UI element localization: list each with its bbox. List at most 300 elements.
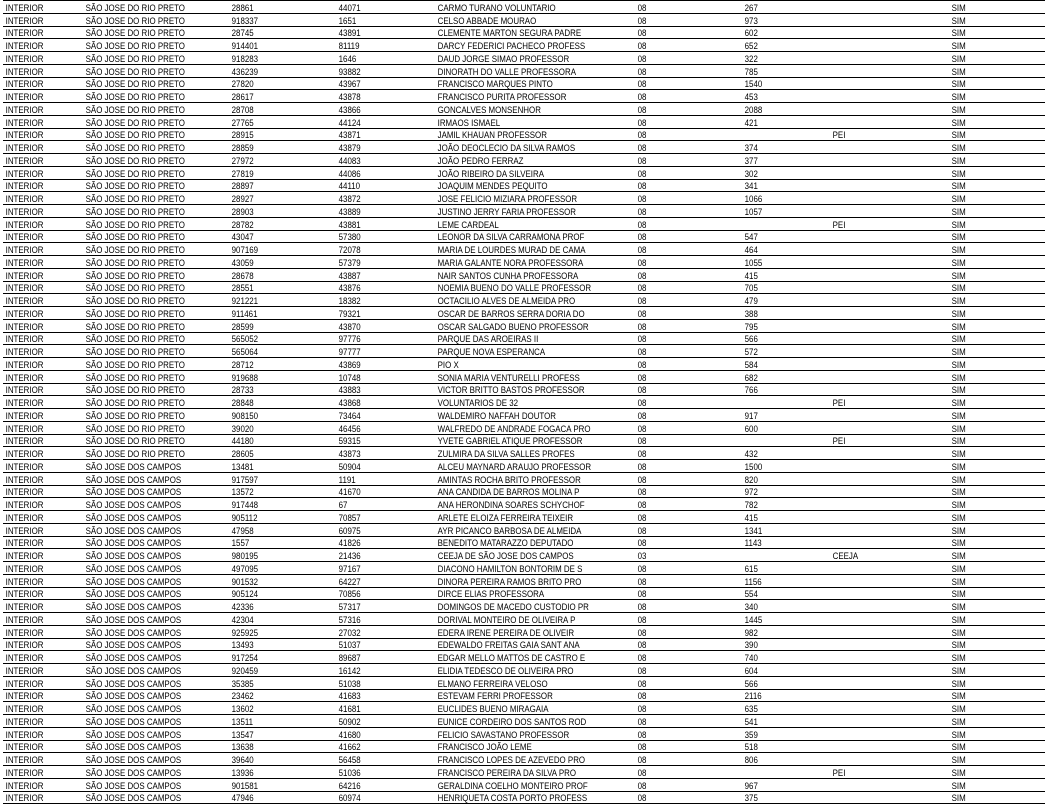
region-cell: INTERIOR [3, 587, 73, 600]
school-name-cell: WALFREDO DE ANDRADE FOGACA PRO [435, 421, 611, 434]
city-cell: SÃO JOSE DO RIO PRETO [83, 39, 211, 52]
school-name-cell: MARIA DE LOURDES MURAD DE CAMA [435, 243, 611, 256]
cie-cell: 43873 [336, 447, 423, 460]
region-cell: INTERIOR [3, 727, 73, 740]
program-cell [830, 332, 935, 345]
cie-cell: 46456 [336, 421, 423, 434]
type-code-cell: 08 [635, 370, 729, 383]
region-cell: INTERIOR [3, 791, 73, 804]
region-cell: INTERIOR [3, 230, 73, 243]
program-cell [830, 727, 935, 740]
region-cell: INTERIOR [3, 638, 73, 651]
program-cell [830, 268, 935, 281]
type-code-cell: 08 [635, 205, 729, 218]
program-cell [830, 511, 935, 524]
city-cell: SÃO JOSE DO RIO PRETO [83, 281, 211, 294]
code-cell: 28915 [229, 128, 323, 141]
cie-cell: 44124 [336, 115, 423, 128]
school-name-cell: PARQUE NOVA ESPERANCA [435, 345, 611, 358]
cie-cell: 81119 [336, 39, 423, 52]
region-cell: INTERIOR [3, 536, 73, 549]
school-name-cell: FELICIO SAVASTANO PROFESSOR [435, 727, 611, 740]
count-cell: 740 [742, 651, 819, 664]
region-cell: INTERIOR [3, 13, 73, 26]
type-code-cell: 08 [635, 166, 729, 179]
cie-cell: 44083 [336, 154, 423, 167]
status-cell: SIM [949, 676, 1033, 689]
cie-cell: 43871 [336, 128, 423, 141]
status-cell: SIM [949, 600, 1033, 613]
region-cell: INTERIOR [3, 26, 73, 39]
city-cell: SÃO JOSE DOS CAMPOS [83, 498, 211, 511]
code-cell: 28861 [229, 1, 323, 14]
code-cell: 13481 [229, 460, 323, 473]
table-body [3, 1, 1045, 804]
school-name-cell: CEEJA DE SÃO JOSE DOS CAMPOS [435, 549, 611, 562]
cie-cell: 43967 [336, 77, 423, 90]
count-cell: 982 [742, 625, 819, 638]
type-code-cell: 08 [635, 409, 729, 422]
status-cell: SIM [949, 587, 1033, 600]
status-cell: SIM [949, 689, 1033, 702]
table-row [3, 562, 1045, 575]
region-cell: INTERIOR [3, 715, 73, 728]
code-cell: 919688 [229, 370, 323, 383]
region-cell: INTERIOR [3, 434, 73, 447]
type-code-cell: 08 [635, 294, 729, 307]
count-cell: 374 [742, 141, 819, 154]
type-code-cell: 08 [635, 689, 729, 702]
program-cell [830, 307, 935, 320]
count-cell: 415 [742, 268, 819, 281]
code-cell: 28903 [229, 205, 323, 218]
city-cell: SÃO JOSE DO RIO PRETO [83, 396, 211, 409]
program-cell [830, 141, 935, 154]
code-cell: 917254 [229, 651, 323, 664]
code-cell: 905112 [229, 511, 323, 524]
cie-cell: 1651 [336, 13, 423, 26]
table-row [3, 664, 1045, 677]
status-cell: SIM [949, 791, 1033, 804]
program-cell [830, 613, 935, 626]
code-cell: 13602 [229, 702, 323, 715]
cie-cell: 51037 [336, 638, 423, 651]
status-cell: SIM [949, 154, 1033, 167]
status-cell: SIM [949, 64, 1033, 77]
cie-cell: 43866 [336, 103, 423, 116]
table-row [3, 778, 1045, 791]
program-cell [830, 447, 935, 460]
table-row [3, 154, 1045, 167]
cie-cell: 1646 [336, 52, 423, 65]
city-cell: SÃO JOSE DO RIO PRETO [83, 26, 211, 39]
status-cell: SIM [949, 638, 1033, 651]
region-cell: INTERIOR [3, 460, 73, 473]
table-row [3, 638, 1045, 651]
status-cell: SIM [949, 383, 1033, 396]
status-cell: SIM [949, 205, 1033, 218]
school-name-cell: VOLUNTARIOS DE 32 [435, 396, 611, 409]
table-row [3, 702, 1045, 715]
table-row [3, 90, 1045, 103]
region-cell: INTERIOR [3, 740, 73, 753]
code-cell: 914401 [229, 39, 323, 52]
school-name-cell: ZULMIRA DA SILVA SALLES PROFES [435, 447, 611, 460]
school-name-cell: ANA HERONDINA SOARES SCHYCHOF [435, 498, 611, 511]
cie-cell: 43887 [336, 268, 423, 281]
program-cell [830, 664, 935, 677]
school-name-cell: CELSO ABBADE MOURAO [435, 13, 611, 26]
count-cell: 359 [742, 727, 819, 740]
program-cell [830, 256, 935, 269]
cie-cell: 57379 [336, 256, 423, 269]
table-row [3, 166, 1045, 179]
status-cell: SIM [949, 13, 1033, 26]
table-row [3, 396, 1045, 409]
table-row [3, 791, 1045, 804]
cie-cell: 44086 [336, 166, 423, 179]
code-cell: 980195 [229, 549, 323, 562]
count-cell: 518 [742, 740, 819, 753]
count-cell: 1057 [742, 205, 819, 218]
code-cell: 918337 [229, 13, 323, 26]
status-cell: SIM [949, 511, 1033, 524]
count-cell: 1055 [742, 256, 819, 269]
program-cell [830, 154, 935, 167]
count-cell: 1540 [742, 77, 819, 90]
status-cell: SIM [949, 128, 1033, 141]
program-cell [830, 689, 935, 702]
school-name-cell: ARLETE ELOIZA FERREIRA TEIXEIR [435, 511, 611, 524]
city-cell: SÃO JOSE DO RIO PRETO [83, 52, 211, 65]
type-code-cell: 08 [635, 715, 729, 728]
program-cell [830, 179, 935, 192]
table-row [3, 447, 1045, 460]
type-code-cell: 08 [635, 332, 729, 345]
count-cell: 541 [742, 715, 819, 728]
cie-cell: 50904 [336, 460, 423, 473]
status-cell: SIM [949, 727, 1033, 740]
code-cell: 13936 [229, 766, 323, 779]
type-code-cell: 08 [635, 307, 729, 320]
region-cell: INTERIOR [3, 205, 73, 218]
school-name-cell: FRANCISCO MARQUES PINTO [435, 77, 611, 90]
table-row [3, 281, 1045, 294]
type-code-cell: 08 [635, 421, 729, 434]
program-cell: PEI [830, 128, 935, 141]
city-cell: SÃO JOSE DO RIO PRETO [83, 319, 211, 332]
table-row [3, 294, 1045, 307]
status-cell: SIM [949, 766, 1033, 779]
school-table [3, 0, 1045, 804]
type-code-cell: 08 [635, 141, 729, 154]
type-code-cell: 08 [635, 613, 729, 626]
cie-cell: 64227 [336, 574, 423, 587]
count-cell: 1445 [742, 613, 819, 626]
type-code-cell: 08 [635, 281, 729, 294]
cie-cell: 43872 [336, 192, 423, 205]
region-cell: INTERIOR [3, 307, 73, 320]
city-cell: SÃO JOSE DOS CAMPOS [83, 740, 211, 753]
region-cell: INTERIOR [3, 192, 73, 205]
city-cell: SÃO JOSE DOS CAMPOS [83, 511, 211, 524]
program-cell [830, 166, 935, 179]
city-cell: SÃO JOSE DOS CAMPOS [83, 727, 211, 740]
code-cell: 27820 [229, 77, 323, 90]
school-name-cell: GONCALVES MONSENHOR [435, 103, 611, 116]
region-cell: INTERIOR [3, 447, 73, 460]
region-cell: INTERIOR [3, 689, 73, 702]
region-cell: INTERIOR [3, 562, 73, 575]
cie-cell: 41681 [336, 702, 423, 715]
program-cell [830, 600, 935, 613]
code-cell: 436239 [229, 64, 323, 77]
status-cell: SIM [949, 536, 1033, 549]
cie-cell: 70857 [336, 511, 423, 524]
region-cell: INTERIOR [3, 332, 73, 345]
cie-cell: 57316 [336, 613, 423, 626]
table-row [3, 268, 1045, 281]
code-cell: 13572 [229, 485, 323, 498]
program-cell [830, 115, 935, 128]
city-cell: SÃO JOSE DOS CAMPOS [83, 689, 211, 702]
table-row [3, 217, 1045, 230]
cie-cell: 43868 [336, 396, 423, 409]
type-code-cell: 08 [635, 766, 729, 779]
type-code-cell: 08 [635, 791, 729, 804]
status-cell: SIM [949, 460, 1033, 473]
count-cell: 600 [742, 421, 819, 434]
table-row [3, 13, 1045, 26]
program-cell [830, 715, 935, 728]
school-name-cell: FRANCISCO PEREIRA DA SILVA PRO [435, 766, 611, 779]
city-cell: SÃO JOSE DOS CAMPOS [83, 613, 211, 626]
code-cell: 28897 [229, 179, 323, 192]
code-cell: 28927 [229, 192, 323, 205]
table-row [3, 128, 1045, 141]
code-cell: 23462 [229, 689, 323, 702]
school-name-cell: IRMAOS ISMAEL [435, 115, 611, 128]
school-name-cell: JAMIL KHAUAN PROFESSOR [435, 128, 611, 141]
type-code-cell: 08 [635, 498, 729, 511]
city-cell: SÃO JOSE DO RIO PRETO [83, 268, 211, 281]
cie-cell: 50902 [336, 715, 423, 728]
region-cell: INTERIOR [3, 128, 73, 141]
program-cell [830, 230, 935, 243]
count-cell: 566 [742, 676, 819, 689]
type-code-cell: 08 [635, 472, 729, 485]
status-cell: SIM [949, 230, 1033, 243]
city-cell: SÃO JOSE DO RIO PRETO [83, 383, 211, 396]
type-code-cell: 08 [635, 256, 729, 269]
program-cell [830, 676, 935, 689]
program-cell [830, 281, 935, 294]
cie-cell: 67 [336, 498, 423, 511]
school-name-cell: SONIA MARIA VENTURELLI PROFESS [435, 370, 611, 383]
count-cell: 604 [742, 664, 819, 677]
school-name-cell: DAUD JORGE SIMAO PROFESSOR [435, 52, 611, 65]
type-code-cell: 08 [635, 39, 729, 52]
program-cell [830, 460, 935, 473]
school-name-cell: VICTOR BRITTO BASTOS PROFESSOR [435, 383, 611, 396]
school-name-cell: NAIR SANTOS CUNHA PROFESSORA [435, 268, 611, 281]
cie-cell: 18382 [336, 294, 423, 307]
status-cell: SIM [949, 332, 1033, 345]
code-cell: 565064 [229, 345, 323, 358]
region-cell: INTERIOR [3, 217, 73, 230]
city-cell: SÃO JOSE DO RIO PRETO [83, 294, 211, 307]
school-name-cell: BENEDITO MATARAZZO DEPUTADO [435, 536, 611, 549]
school-name-cell: MARIA GALANTE NORA PROFESSORA [435, 256, 611, 269]
region-cell: INTERIOR [3, 409, 73, 422]
region-cell: INTERIOR [3, 154, 73, 167]
type-code-cell: 08 [635, 13, 729, 26]
table-row [3, 26, 1045, 39]
table-row [3, 409, 1045, 422]
region-cell: INTERIOR [3, 77, 73, 90]
cie-cell: 56458 [336, 753, 423, 766]
school-name-cell: EUNICE CORDEIRO DOS SANTOS ROD [435, 715, 611, 728]
region-cell: INTERIOR [3, 600, 73, 613]
status-cell: SIM [949, 281, 1033, 294]
status-cell: SIM [949, 192, 1033, 205]
school-name-cell: DINORA PEREIRA RAMOS BRITO PRO [435, 574, 611, 587]
cie-cell: 60974 [336, 791, 423, 804]
cie-cell: 43869 [336, 358, 423, 371]
status-cell: SIM [949, 778, 1033, 791]
table-row [3, 319, 1045, 332]
program-cell [830, 651, 935, 664]
program-cell [830, 77, 935, 90]
status-cell: SIM [949, 52, 1033, 65]
school-name-cell: OSCAR DE BARROS SERRA DORIA DO [435, 307, 611, 320]
school-name-cell: JOAQUIM MENDES PEQUITO [435, 179, 611, 192]
cie-cell: 89687 [336, 651, 423, 664]
status-cell: SIM [949, 358, 1033, 371]
city-cell: SÃO JOSE DOS CAMPOS [83, 536, 211, 549]
code-cell: 42304 [229, 613, 323, 626]
table-row [3, 256, 1045, 269]
program-cell [830, 319, 935, 332]
city-cell: SÃO JOSE DO RIO PRETO [83, 256, 211, 269]
code-cell: 13638 [229, 740, 323, 753]
school-name-cell: JUSTINO JERRY FARIA PROFESSOR [435, 205, 611, 218]
status-cell: SIM [949, 409, 1033, 422]
code-cell: 901581 [229, 778, 323, 791]
school-name-cell: AYR PICANCO BARBOSA DE ALMEIDA [435, 523, 611, 536]
program-cell [830, 370, 935, 383]
school-name-cell: DORIVAL MONTEIRO DE OLIVEIRA P [435, 613, 611, 626]
type-code-cell: 08 [635, 485, 729, 498]
type-code-cell: 08 [635, 523, 729, 536]
type-code-cell: 08 [635, 664, 729, 677]
type-code-cell: 08 [635, 447, 729, 460]
code-cell: 13493 [229, 638, 323, 651]
count-cell: 584 [742, 358, 819, 371]
program-cell: PEI [830, 434, 935, 447]
region-cell: INTERIOR [3, 676, 73, 689]
region-cell: INTERIOR [3, 115, 73, 128]
count-cell [742, 128, 819, 141]
count-cell: 340 [742, 600, 819, 613]
code-cell: 28782 [229, 217, 323, 230]
count-cell: 682 [742, 370, 819, 383]
city-cell: SÃO JOSE DOS CAMPOS [83, 664, 211, 677]
type-code-cell: 08 [635, 651, 729, 664]
status-cell: SIM [949, 702, 1033, 715]
city-cell: SÃO JOSE DO RIO PRETO [83, 409, 211, 422]
type-code-cell: 08 [635, 396, 729, 409]
table-row [3, 549, 1045, 562]
program-cell [830, 498, 935, 511]
status-cell: SIM [949, 434, 1033, 447]
type-code-cell: 08 [635, 90, 729, 103]
school-name-cell: FRANCISCO JOÃO LEME [435, 740, 611, 753]
status-cell: SIM [949, 256, 1033, 269]
school-name-cell: PARQUE DAS AROEIRAS II [435, 332, 611, 345]
city-cell: SÃO JOSE DOS CAMPOS [83, 523, 211, 536]
city-cell: SÃO JOSE DO RIO PRETO [83, 230, 211, 243]
table-row [3, 332, 1045, 345]
type-code-cell: 08 [635, 702, 729, 715]
type-code-cell: 08 [635, 64, 729, 77]
city-cell: SÃO JOSE DO RIO PRETO [83, 332, 211, 345]
city-cell: SÃO JOSE DO RIO PRETO [83, 434, 211, 447]
status-cell: SIM [949, 26, 1033, 39]
status-cell: SIM [949, 549, 1033, 562]
code-cell: 28605 [229, 447, 323, 460]
count-cell: 972 [742, 485, 819, 498]
type-code-cell: 08 [635, 243, 729, 256]
cie-cell: 43879 [336, 141, 423, 154]
code-cell: 921221 [229, 294, 323, 307]
count-cell: 464 [742, 243, 819, 256]
type-code-cell: 08 [635, 600, 729, 613]
type-code-cell: 08 [635, 638, 729, 651]
program-cell: PEI [830, 217, 935, 230]
status-cell: SIM [949, 77, 1033, 90]
count-cell: 1143 [742, 536, 819, 549]
region-cell: INTERIOR [3, 166, 73, 179]
count-cell: 554 [742, 587, 819, 600]
city-cell: SÃO JOSE DO RIO PRETO [83, 217, 211, 230]
region-cell: INTERIOR [3, 268, 73, 281]
count-cell: 806 [742, 753, 819, 766]
cie-cell: 43881 [336, 217, 423, 230]
count-cell: 785 [742, 64, 819, 77]
region-cell: INTERIOR [3, 64, 73, 77]
type-code-cell: 08 [635, 740, 729, 753]
cie-cell: 72078 [336, 243, 423, 256]
city-cell: SÃO JOSE DOS CAMPOS [83, 638, 211, 651]
school-name-cell: LEME CARDEAL [435, 217, 611, 230]
cie-cell: 41662 [336, 740, 423, 753]
cie-cell: 41683 [336, 689, 423, 702]
status-cell: SIM [949, 613, 1033, 626]
region-cell: INTERIOR [3, 319, 73, 332]
table-row [3, 651, 1045, 664]
school-name-cell: YVETE GABRIEL ATIQUE PROFESSOR [435, 434, 611, 447]
code-cell: 28848 [229, 396, 323, 409]
code-cell: 28617 [229, 90, 323, 103]
type-code-cell: 08 [635, 625, 729, 638]
code-cell: 28859 [229, 141, 323, 154]
program-cell [830, 90, 935, 103]
table-row [3, 523, 1045, 536]
count-cell: 432 [742, 447, 819, 460]
table-row [3, 753, 1045, 766]
cie-cell: 64216 [336, 778, 423, 791]
